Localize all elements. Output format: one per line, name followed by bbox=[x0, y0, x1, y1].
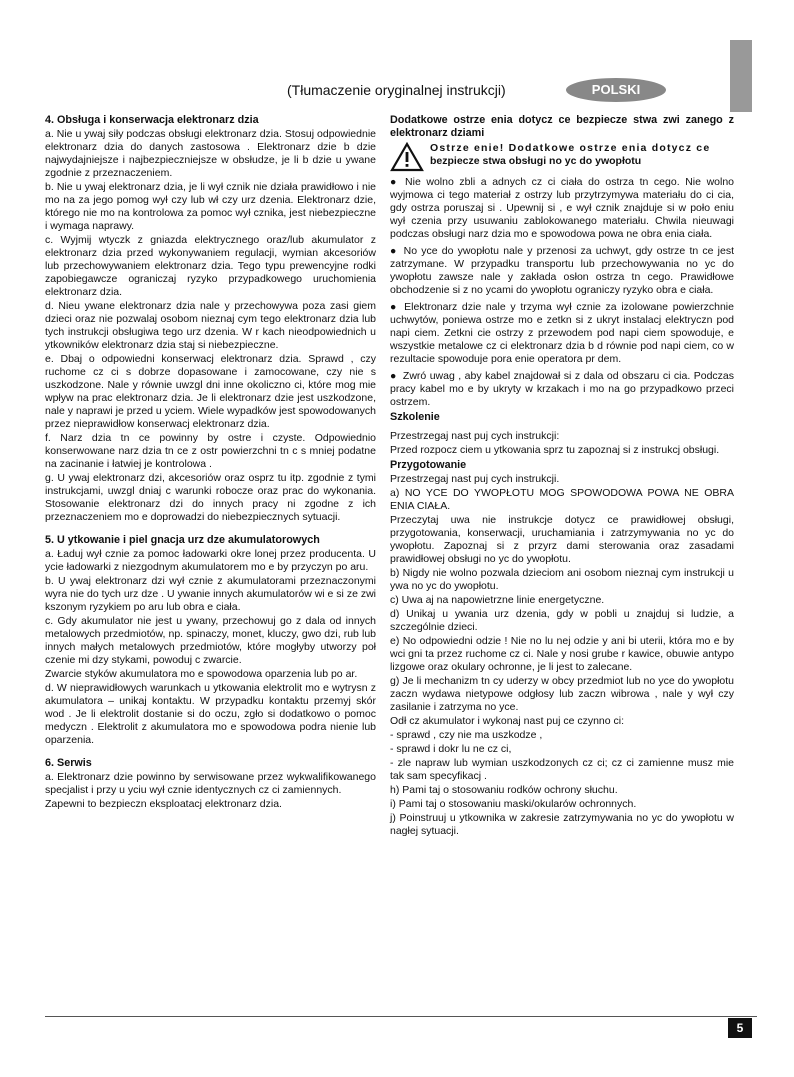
section-4-title: 4. Obsługa i konserwacja elektronarz dzia bbox=[45, 114, 259, 126]
section-5-title: 5. U ytkowanie i piel gnacja urz dze akumulatorowych bbox=[45, 534, 320, 546]
right-column bbox=[390, 112, 734, 839]
section-6-b: Zapewni to bezpieczn eksploatacj elektronarz dzia. bbox=[45, 798, 282, 810]
prep-j: j) Poinstruuj u ytkownika w zakresie zatrzymywania no yc do ywopłotu w nagłej sytuacji. bbox=[390, 812, 734, 837]
prep-i: i) Pami taj o stosowaniu maski/okularów ochronnych. bbox=[390, 798, 637, 810]
section-5-c2: Zwarcie styków akumulatora mo e spowodowa oparzenia lub po ar. bbox=[45, 668, 358, 680]
footer-divider bbox=[45, 1016, 757, 1017]
prep-g: g) Je li mechanizm tn cy uderzy w obcy przedmiot lub no yce do ywopłotu zaczn wydawa nietypowe odgłosy lub zaczn wibrowa , nale y wył czy zasilanie i zatrzyma no yce. bbox=[390, 675, 734, 713]
warning-triangle-icon bbox=[390, 142, 424, 172]
additional-warnings-title: Dodatkowe ostrze enia dotycz ce bezpiecze stwa zwi zanego z elektronarz dziami bbox=[390, 114, 734, 139]
training-text-1: Przestrzegaj nast puj cych instrukcji: bbox=[390, 430, 560, 442]
check-item: - sprawd i dokr lu ne cz ci, bbox=[390, 743, 512, 755]
prep-d: d) Unikaj u ywania urz dzenia, gdy w pobli u znajduj si ludzie, a szczególnie dzieci. bbox=[390, 608, 734, 633]
prep-h: h) Pami taj o stosowaniu rodków ochrony słuchu. bbox=[390, 784, 618, 796]
section-tab bbox=[730, 40, 752, 112]
bullet-icon: ● bbox=[390, 301, 399, 313]
page-number: 5 bbox=[728, 1018, 752, 1038]
section-4-g: g. U ywaj elektronarz dzi, akcesoriów oraz osprz tu itp. zgodnie z tymi instrukcjami, uwzgl dniaj c warunki robocze oraz prac do wykonania. Stosowanie elektronarz dzi do innych pracy ni zgodne z ich przeznaczeniem mo e doprowadzi do niebezpiecznych sytuacji. bbox=[45, 472, 376, 523]
preparation-title: Przygotowanie bbox=[390, 459, 467, 471]
section-6-a: a. Elektronarz dzie powinno by serwisowane przez wykwalifikowanego specjalist i przy u yciu wył cznie identycznych cz ci zamiennych. bbox=[45, 771, 376, 796]
check-item: - zle napraw lub wymian uszkodzonych cz ci; cz ci zamienne musz mie tak sam specyfikacj . bbox=[390, 757, 734, 782]
bullet-icon: ● bbox=[390, 370, 397, 382]
section-4-e: e. Dbaj o odpowiedni konserwacj elektronarz dzia. Sprawd , czy ruchome cz ci s dobrze dopasowane i zamocowane, czy nie s uszkodzone. Nale y równie uwzgl dni inne okoliczno ci, które mog mie wpływ na prac elektronarz dzia. Je li elektronarz dzie jest uszkodzone, nale y naprawi je przed u yciem. Wiele wypadków jest spowodowanych przez nieprawidłow konserwacj elektronarz dzia. bbox=[45, 353, 376, 430]
prep-b: b) Nigdy nie wolno pozwala dzieciom ani osobom nieznaj cym instrukcji u ywa no yc do ywopłotu. bbox=[390, 567, 734, 592]
section-5-c: c. Gdy akumulator nie jest u ywany, przechowuj go z dala od innych metalowych przedmiotów, np. spinaczy, monet, kluczy, gwo dzi, rub lub innych małych metalowych przedmiotów, które mogłyby utworzy poł czenie mi dzy stykami, powoduj c zwarcie. bbox=[45, 615, 376, 666]
bullet-item: ● Zwró uwag , aby kabel znajdował si z dala od obszaru ci cia. Podczas pracy kabel mo e by ukryty w krzakach i mo na go przypadkowo przeci ostrzem. bbox=[390, 370, 735, 408]
bullet-item: ● Elektronarz dzie nale y trzyma wył cznie za izolowane powierzchnie uchwytów, poniewa ostrze mo e zetkn si z ukryt instalacj elektryczn pod napi ciem. Zetkni cie ostrzy z przewodem pod napi ciem spowoduje, e wszystkie metalowe cz ci elektronarz dzia b d równie pod napi ciem, co w rezultacie spowoduje pora enie operatora pr dem. bbox=[390, 301, 734, 365]
page-title: (Tłumaczenie oryginalnej instrukcji) bbox=[287, 82, 506, 98]
left-column bbox=[45, 112, 376, 812]
training-title: Szkolenie bbox=[390, 411, 440, 423]
section-4-c: c. Wyjmij wtyczk z gniazda elektrycznego oraz/lub akumulator z elektronarz dzia przed wykonywaniem regulacji, wymian akcesoriów lub przechowywaniem elektronarz dzia. Tego typu prewencyjne rodki zapobiegawcze ograniczaj ryzyko przypadkowego uruchomienia elektronarz dzia. bbox=[45, 234, 376, 298]
language-badge: POLSKI bbox=[566, 78, 666, 102]
section-5-b: b. U ywaj elektronarz dzi wył cznie z akumulatorami przeznaczonymi wyra nie do tych urz dze . U ywanie innych akumulatorów wi e si ze zwi kszonym ryzykiem po aru lub obra e ciała. bbox=[45, 575, 376, 613]
prep-e: e) No odpowiedni odzie ! Nie no lu nej odzie y ani bi uterii, która mo e by wci gni ta przez ruchome cz ci. Nale y nosi grube r kawice, obuwie antypo lizgowe oraz okulary ochronne, je li jest to zalecane. bbox=[390, 635, 734, 673]
training-text-2: Przed rozpocz ciem u ytkowania sprz tu zapoznaj si z instrukcj obsługi. bbox=[390, 444, 720, 456]
prep-g2: Odł cz akumulator i wykonaj nast puj ce czynno ci: bbox=[390, 715, 625, 727]
bullet-icon: ● bbox=[390, 176, 400, 188]
bullet-item: ● No yce do ywopłotu nale y przenosi za uchwyt, gdy ostrze tn ce jest zatrzymane. W przypadku transportu lub przechowywania no yc do ywopłotu zawsze nale y zakłada osłon ostrza tn cego. Prawidłowe obchodzenie si z no ycami do ywopłotu ograniczy ryzyko obra e ciała. bbox=[390, 245, 734, 296]
warning-block bbox=[390, 142, 734, 172]
section-5-d: d. W nieprawidłowych warunkach u ytkowania elektrolit mo e wytrysn z akumulatora – unikaj kontaktu. W przypadku kontaktu przemyj skór wod . Je li elektrolit dostanie si do oczu, zgło si dodatkowo o pomoc medyczn . Elektrolit z akumulatora mo e spowodowa podra nienie lub oparzenia. bbox=[45, 682, 376, 746]
bullet-icon: ● bbox=[390, 245, 398, 257]
bullet-item: ● Nie wolno zbli a adnych cz ci ciała do ostrza tn cego. Nie wolno wyjmowa ci tego materiał z ostrzy lub przytrzymywa materiału do ci cia, gdy ostrza poruszaj si . Upewnij si , e wył cznik znajduje si w poło eniu wył czenia przy usuwaniu zablokowanego materiału. Chwila nieuwagi podczas obsługi narz dzia mo e spowodowa powa ne obra enia ciała. bbox=[390, 176, 735, 240]
prep-intro: Przestrzegaj nast puj cych instrukcji. bbox=[390, 473, 560, 485]
section-4-a: a. Nie u ywaj siły podczas obsługi elektronarz dzia. Stosuj odpowiednie elektronarz dzia do danych zastosowa . Elektronarz dzie b dzie najwydajniejsze i najbezpieczniejsze w obsłudze, je li b dzie u ywane zgodnie z przeznaczeniem. bbox=[45, 128, 376, 179]
section-4-f: f. Narz dzia tn ce powinny by ostre i czyste. Odpowiednio konserwowane narz dzia tn ce z ostr powierzchni tn c s mniej podatne na zacinanie i łatwiej je kontrolowa . bbox=[45, 432, 376, 470]
section-4-b: b. Nie u ywaj elektronarz dzia, je li wył cznik nie działa prawidłowo i nie mo na za jego pomog wył czy lub wł czy urz dzenia. Elektronarz dzie, którego nie mo na kontrolowa za pomoc wył cznika, jest niebezpieczne i wymaga naprawy. bbox=[45, 181, 376, 232]
section-6-title: 6. Serwis bbox=[45, 757, 92, 769]
section-4-d: d. Nieu ywane elektronarz dzia nale y przechowywa poza zasi giem dzieci oraz nie pozwalaj osobom nieznaj cym tego elektronarz dzia lub tych instrukcji obsługiwa tego urz dzenia. W r kach nieodpowiednich u ytkowników elektronarz dzia staj si niebezpieczne. bbox=[45, 300, 376, 351]
prep-a: a) NO YCE DO YWOPŁOTU MOG SPOWODOWA POWA NE OBRA ENIA CIAŁA. bbox=[390, 487, 734, 512]
warning-subtitle: bezpiecze stwa obsługi no yc do ywopłotu bbox=[430, 155, 642, 167]
section-5-a: a. Ładuj wył cznie za pomoc ładowarki okre lonej przez producenta. U ycie ładowarki z niezgodnym akumulatorem mo e by przyczyn po aru. bbox=[45, 548, 376, 573]
prep-c: c) Uwa aj na napowietrzne linie energetyczne. bbox=[390, 594, 605, 606]
check-item: - sprawd , czy nie ma uszkodze , bbox=[390, 729, 543, 741]
warning-title: Ostrze enie! Dodatkowe ostrze enia dotycz ce bbox=[430, 142, 711, 154]
prep-a2: Przeczytaj uwa nie instrukcje dotycz ce prawidłowej obsługi, przygotowania, konserwacji, uruchamiania i zatrzymywania no yc do ywopłotu. Zapoznaj si z przyrz dami sterowania oraz zasadami prawidłowej obsługi no yc do ywopłotu. bbox=[390, 514, 734, 565]
